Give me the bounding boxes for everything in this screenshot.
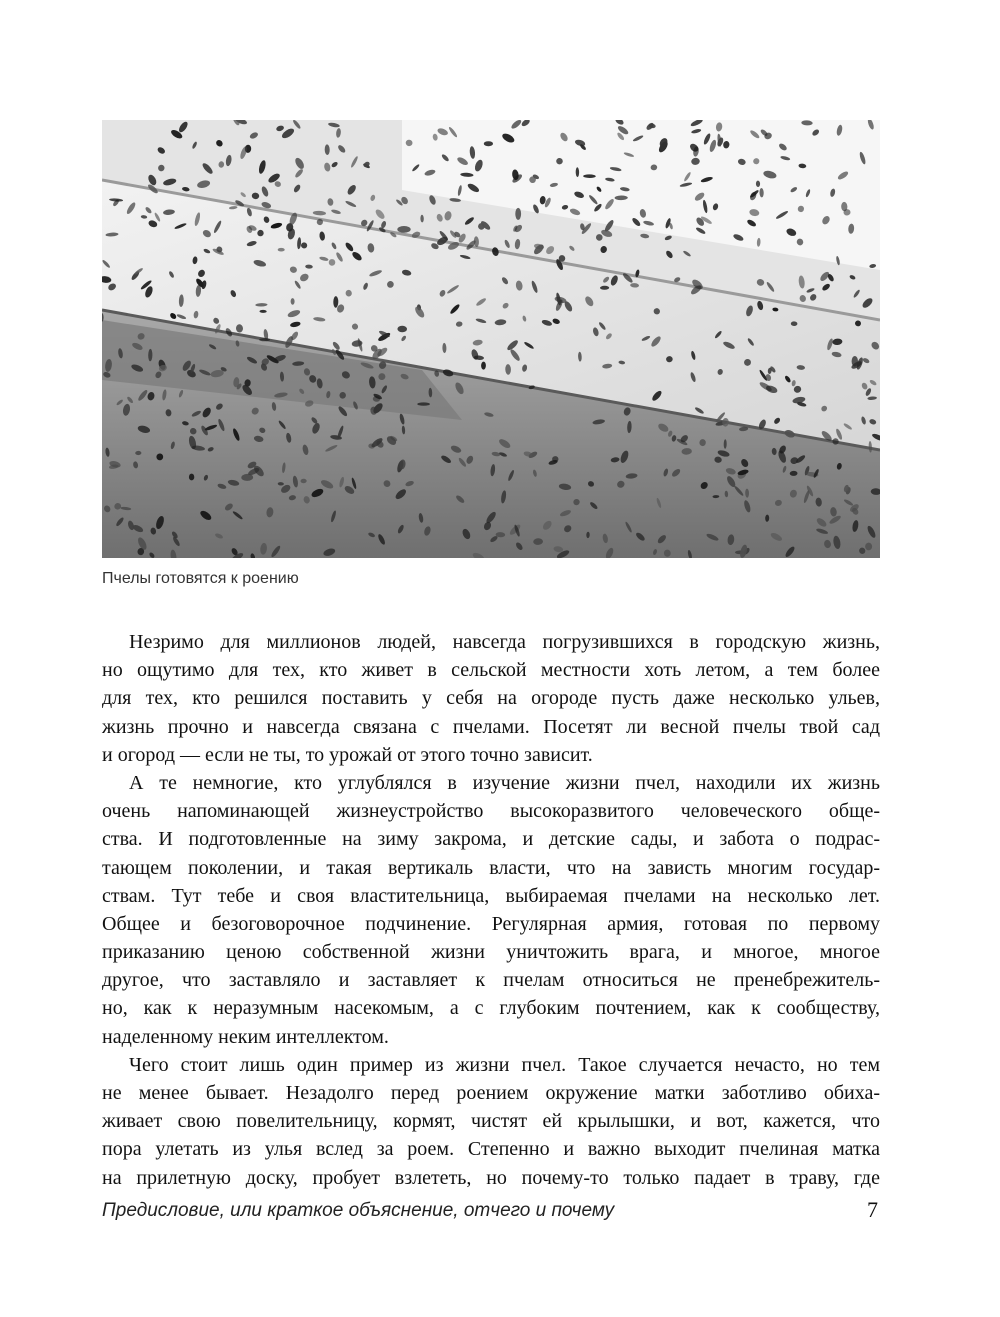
text-line: жизнь прочно и навсегда связана с пчелами. Посетят ли весной пчелы твой сад bbox=[102, 715, 880, 738]
text-line: ствам. Тут тебе и своя властительница, выбираемая пчелами на несколько лет. bbox=[102, 884, 880, 907]
text-line: ства. И подготовленные на зиму закрома, и детские сады, и забота о подрас- bbox=[102, 828, 880, 851]
text-line: Чего стоит лишь один пример из жизни пчел. Такое случается нечасто, но тем bbox=[129, 1053, 880, 1076]
text-line: очень напоминающей жизнеустройство высокоразвитого человеческого обще- bbox=[102, 800, 880, 823]
text-line: не менее бывает. Незадолго перед роением окружение матки заботливо обиха- bbox=[102, 1082, 880, 1104]
text-line: приказанию ценою собственной жизни уничтожить врага, и многое, многое bbox=[102, 941, 880, 964]
figure-caption: Пчелы готовятся к роению bbox=[102, 570, 299, 587]
text-line: тающем поколении, и такая вертикаль власти, что на зависть многим государ- bbox=[102, 856, 880, 879]
bee-swarm-photo bbox=[102, 120, 880, 558]
text-line: А те немногие, кто углублялся в изучение жизни пчел, находили их жизнь bbox=[129, 771, 880, 794]
text-line: на прилетную доску, пробует взлететь, но почему-то только падает в траву, где bbox=[102, 1166, 880, 1189]
page-number: 7 bbox=[867, 1197, 878, 1222]
text-line: для тех, кто решился поставить у себя на огороде пусть даже несколько ульев, bbox=[102, 687, 880, 710]
text-line: но ощутимо для тех, кто живет в сельской местности хоть летом, а тем более bbox=[102, 659, 880, 682]
running-footer-title: Предисловие, или краткое объяснение, отчего и почему bbox=[102, 1200, 615, 1221]
text-line: живает свою повелительницу, кормят, чистят ей крылышки, и вот, кажется, что bbox=[102, 1110, 880, 1133]
text-line: Незримо для миллионов людей, навсегда погрузившихся в городскую жизнь, bbox=[129, 631, 880, 653]
text-line: и огород — если не ты, то урожай от этого точно зависит. bbox=[102, 743, 593, 766]
text-line: Общее и безоговорочное подчинение. Регулярная армия, готовая по первому bbox=[102, 912, 880, 935]
body-text bbox=[102, 628, 880, 1192]
text-line: наделенному неким интеллектом. bbox=[102, 1025, 389, 1048]
text-line: другое, что заставляло и заставляет к пчелам относиться не пренебрежитель- bbox=[102, 969, 880, 992]
text-line: но, как к неразумным насекомым, а с глубоким почтением, как к сообществу, bbox=[102, 997, 880, 1020]
text-line: пора улетать из улья вслед за роем. Степенно и важно выходит пчелиная матка bbox=[102, 1138, 880, 1161]
